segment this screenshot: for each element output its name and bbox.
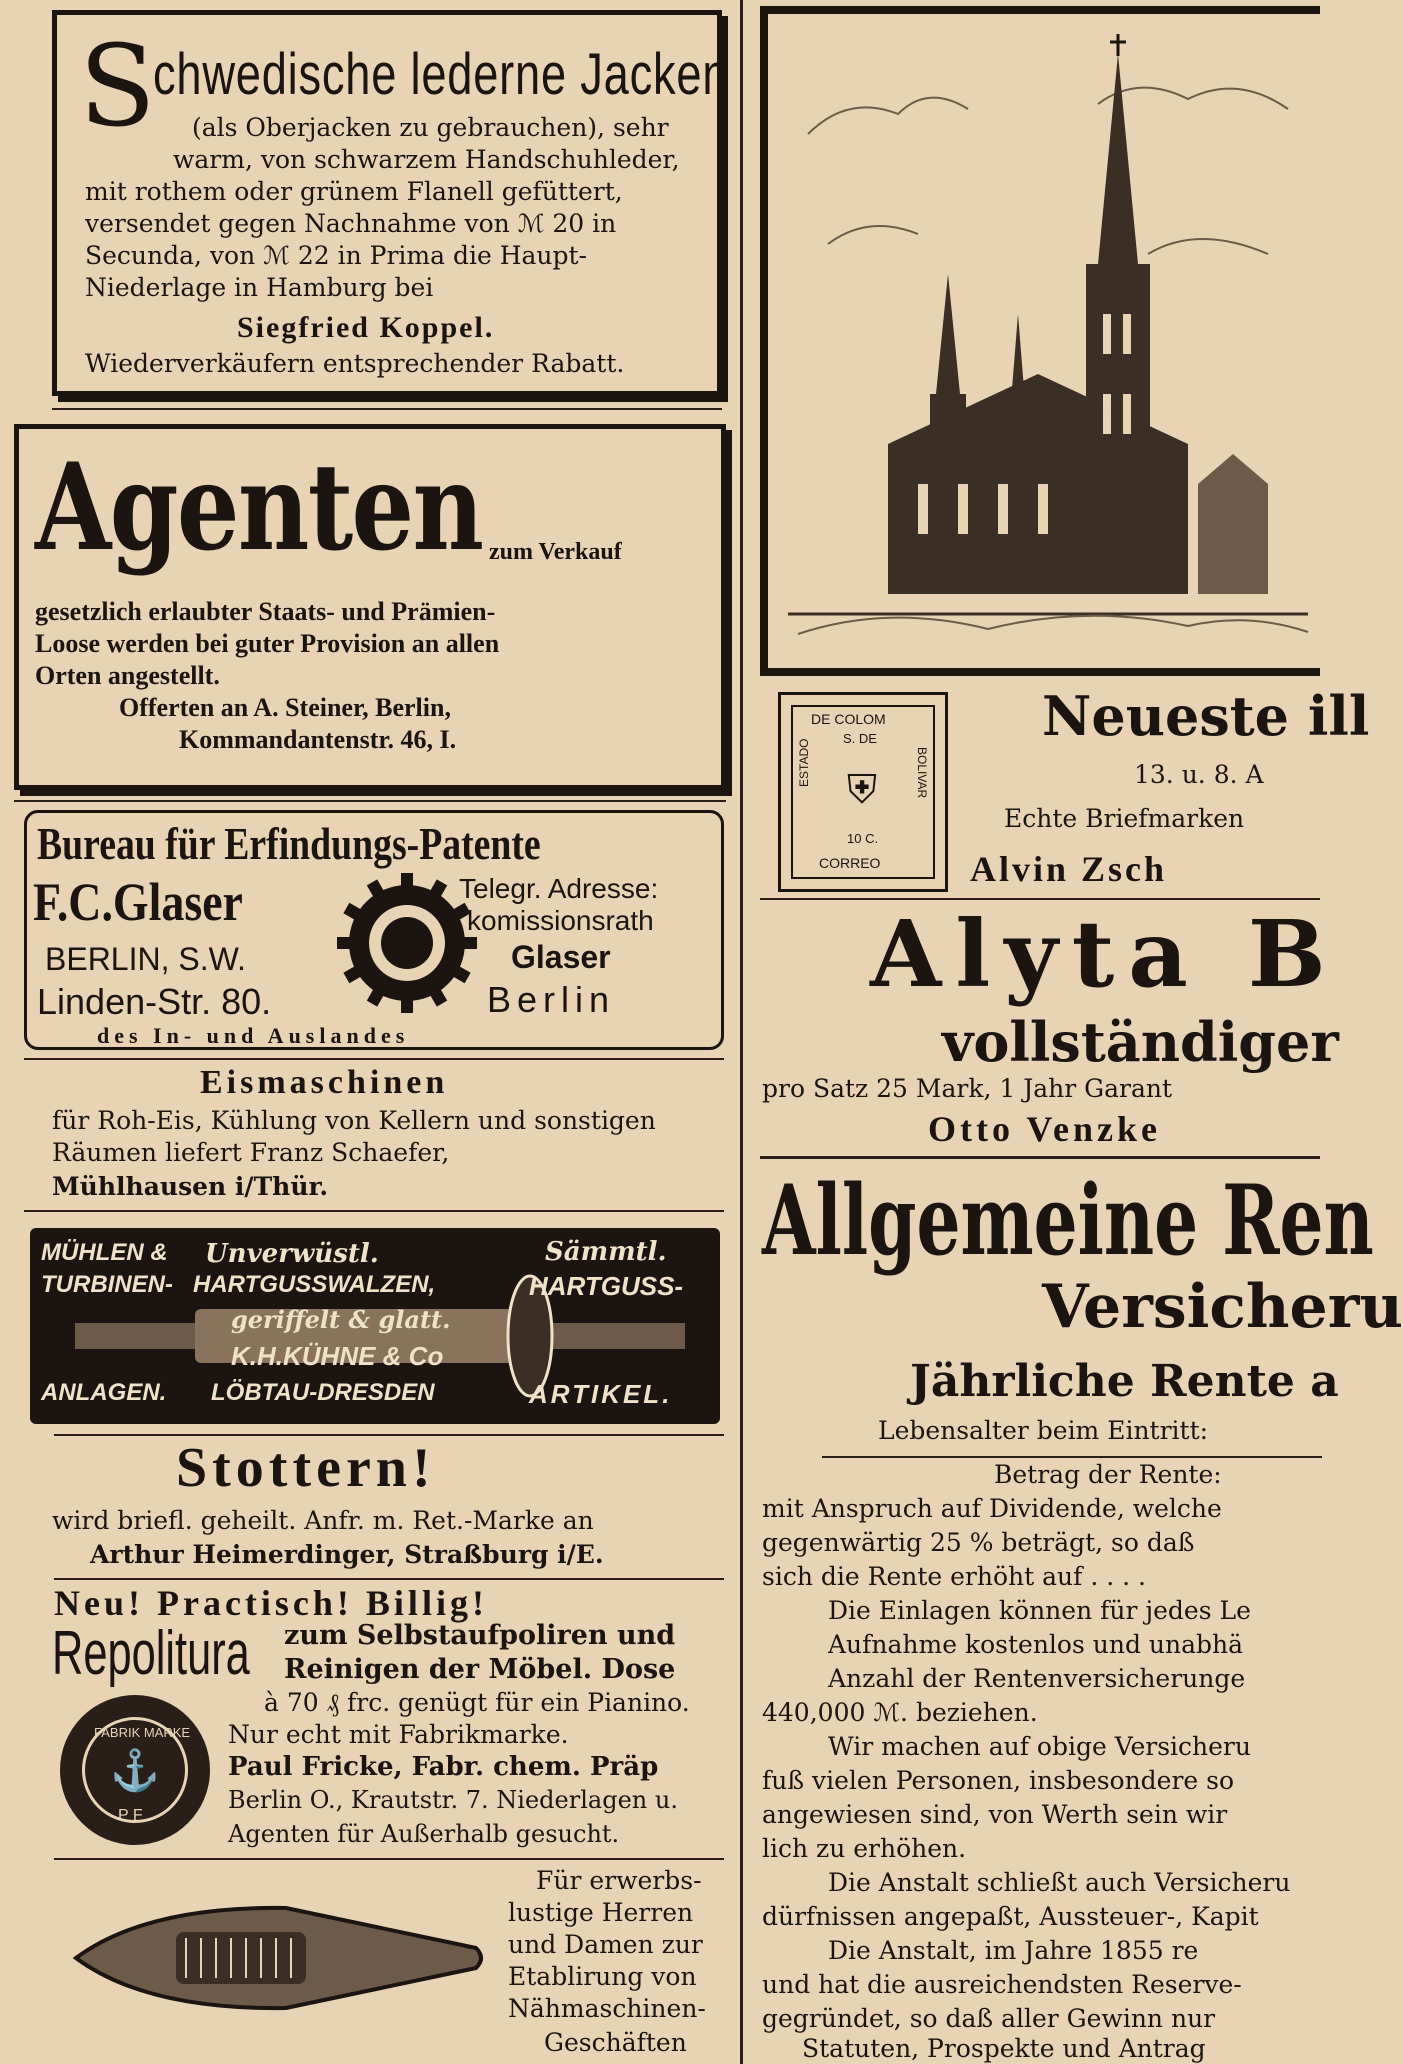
banner-text: Sämmtl. (545, 1237, 667, 1267)
ad-street: Linden-Str. 80. (37, 981, 272, 1022)
ad-schwedische-jacken (52, 10, 729, 396)
divider (760, 1156, 1320, 1159)
ad-telegr-text: komissionsrath (467, 905, 654, 936)
ad-rente-body: 440,000 ℳ. beziehen. (762, 1698, 1038, 1727)
ad-telegr-text: Berlin (487, 979, 616, 1020)
banner-text: MÜHLEN & (41, 1239, 168, 1266)
ad-text-line: Niederlage in Hamburg bei (85, 273, 434, 302)
ad-naeh-line: Für erwerbs- (536, 1866, 702, 1895)
ad-eis-line: Räumen liefert Franz Schaefer, (52, 1138, 450, 1167)
church-engraving (768, 14, 1320, 668)
ad-text-line: Offerten an A. Steiner, Berlin, (119, 693, 451, 722)
ad-rente-body: Aufnahme kostenlos und unabhä (828, 1630, 1244, 1659)
ad-text-line: mit rothem oder grünem Flanell gefüttert, (85, 177, 623, 206)
stamp-text: ESTADO (797, 738, 811, 787)
ad-text-line: warm, von schwarzem Handschuhleder, (173, 145, 680, 174)
ad-rente-body: mit Anspruch auf Dividende, welche (762, 1494, 1222, 1523)
ad-rente-body: Die Anstalt, im Jahre 1855 re (828, 1936, 1199, 1965)
ad-rente-line: Lebensalter beim Eintritt: (878, 1416, 1209, 1445)
ad-footer: Wiederverkäufern entsprechender Rabatt. (85, 349, 625, 378)
banner-text: ANLAGEN. (41, 1379, 167, 1406)
ad-text-line: Orten angestellt. (35, 661, 220, 690)
seal-text: P F (118, 1807, 143, 1824)
ad-eis-line: für Roh-Eis, Kühlung von Kellern und sonstigen (52, 1106, 656, 1135)
right-column (742, 0, 1403, 2064)
ad-repolitura-head: Neu! Practisch! Billig! (54, 1583, 488, 1623)
anchor-icon: ⚓ (110, 1748, 160, 1794)
ad-footer: des In- und Auslandes (97, 1023, 410, 1048)
divider (54, 1578, 724, 1580)
ad-eis-title: Eismaschinen (200, 1064, 449, 1101)
divider (822, 1456, 1322, 1458)
ad-text-line: Kommandantenstr. 46, I. (179, 725, 457, 754)
ad-company-name: F.C.Glaser (33, 872, 243, 932)
banner-text: HARTGUSS- (529, 1271, 684, 1301)
ad-rente-body: sich die Rente erhöht auf . . . . (762, 1562, 1146, 1591)
ad-rente-body: Anzahl der Rentenversicherunge (828, 1664, 1246, 1693)
ad-subhead: zum Verkauf (489, 539, 622, 565)
ad-repolitura-line: Reinigen der Möbel. Dose (284, 1654, 676, 1685)
ad-naeh-line: und Damen zur (508, 1930, 703, 1959)
ad-naeh-line: Etablirung von (508, 1962, 697, 1991)
ad-alyta-title: Alyta B (870, 900, 1340, 1008)
ad-text-line: gesetzlich erlaubter Staats- und Prämien- (35, 597, 496, 626)
banner-text: ARTIKEL. (529, 1379, 673, 1409)
ad-rente-body: dürfnissen angepaßt, Aussteuer-, Kapit (762, 1902, 1259, 1931)
ad-title: Bureau für Erfindungs-Patente (37, 818, 541, 869)
stamp-text: 10 C. (847, 831, 879, 846)
ad-neueste-title: Neueste ill (1042, 684, 1370, 748)
stamp-text: DE COLOM (811, 711, 886, 727)
ad-merchant-name: Siegfried Koppel. (237, 311, 495, 344)
ad-telegr-label: Telegr. Adresse: (459, 873, 659, 904)
banner-text: K.H.KÜHNE & Co (231, 1341, 444, 1371)
ad-repolitura-line: zum Selbstaufpoliren und (284, 1620, 676, 1651)
ad-repolitura-line: à 70 ₰ frc. genügt für ein Pianino. (264, 1688, 690, 1717)
stamp-text: S. DE (843, 731, 877, 746)
ad-rente-body: Wir machen auf obige Versicheru (828, 1732, 1251, 1761)
ad-naeh-line: Geschäften (544, 2028, 687, 2057)
ad-eis-line: Mühlhausen i/Thür. (52, 1172, 329, 1201)
ad-rente-sub: Versicheru (1042, 1272, 1403, 1342)
ad-neueste-merchant: Alvin Zsch (970, 849, 1168, 889)
ad-rente-body: Betrag der Rente: (994, 1460, 1222, 1489)
ad-neueste-line: Echte Briefmarken (1004, 804, 1245, 833)
banner-text: Unverwüstl. (205, 1239, 379, 1269)
banner-text: geriffelt & glatt. (231, 1305, 451, 1334)
ad-alyta-line: pro Satz 25 Mark, 1 Jahr Garant (762, 1074, 1173, 1103)
ad-naeh-line: lustige Herren (508, 1898, 694, 1927)
ad-agenten (14, 424, 726, 790)
divider (24, 1058, 724, 1060)
ad-alyta-merchant: Otto Venzke (928, 1109, 1161, 1149)
stamp-text: BOLIVAR (915, 747, 929, 799)
divider (24, 1210, 724, 1212)
fabrikmarke-seal (60, 1695, 210, 1845)
ad-church-illustration (760, 6, 1320, 676)
ad-stottern-line: Arthur Heimerdinger, Straßburg i/E. (90, 1540, 604, 1569)
ad-repolitura-line: Paul Fricke, Fabr. chem. Präp (228, 1752, 659, 1782)
ad-rente-body: Statuten, Prospekte und Antrag (802, 2034, 1206, 2063)
ad-turbinen-banner (30, 1228, 720, 1424)
stamp-text: CORREO (819, 855, 881, 871)
divider (14, 800, 726, 802)
banner-text: TURBINEN- (41, 1271, 173, 1298)
ad-repolitura-brand: Repolitura (52, 1619, 250, 1688)
shield-icon: ⛨ (847, 767, 877, 813)
ad-repolitura-line: Berlin O., Krautstr. 7. Niederlagen u. (228, 1786, 678, 1814)
ad-stottern-line: wird briefl. geheilt. Anfr. m. Ret.-Marke an (52, 1506, 594, 1535)
ad-repolitura-line: Nur echt mit Fabrikmarke. (228, 1720, 569, 1749)
banner-text: LÖBTAU-DRESDEN (211, 1379, 435, 1406)
ad-repolitura-line: Agenten für Außerhalb gesucht. (228, 1820, 620, 1848)
ad-text-line: Loose werden bei guter Provision an allen (35, 629, 500, 658)
ad-rente-body: lich zu erhöhen. (762, 1834, 967, 1863)
ad-headline: Agenten (35, 437, 483, 578)
ad-rente-body: Die Einlagen können für jedes Le (828, 1596, 1251, 1625)
divider (54, 1858, 724, 1860)
ad-rente-body: Die Anstalt schließt auch Versicheru (828, 1868, 1291, 1897)
seal-text: FABRIK MARKE (94, 1725, 191, 1740)
divider (52, 408, 722, 410)
ad-naeh-line: Nähmaschinen- (508, 1994, 706, 2023)
ad-neueste-line: 13. u. 8. A (1134, 760, 1264, 789)
ad-rente-body: gegründet, so daß aller Gewinn nur (762, 2004, 1216, 2033)
ad-city: BERLIN, S.W. (45, 941, 246, 977)
gear-icon (337, 873, 477, 1013)
shuttle-illustration (66, 1888, 486, 2028)
banner-text: HARTGUSSWALZEN, (193, 1271, 436, 1298)
ad-initial-letter: S (79, 22, 156, 152)
ad-telegr-text: Glaser (511, 939, 611, 975)
ad-rente-title: Allgemeine Ren (762, 1164, 1374, 1277)
ad-text-line: versendet gegen Nachnahme von ℳ 20 in (85, 209, 617, 238)
stamp-illustration (778, 692, 948, 892)
ad-stottern-title: Stottern! (176, 1437, 436, 1499)
ad-text-line: (als Oberjacken zu gebrauchen), sehr (192, 113, 669, 142)
ad-rente-head: Jährliche Rente a (910, 1356, 1339, 1407)
ad-rente-body: fuß vielen Personen, insbesondere so (762, 1766, 1235, 1795)
ad-rente-body: und hat die ausreichendsten Reserve- (762, 1970, 1242, 1999)
ad-text-line: Secunda, von ℳ 22 in Prima die Haupt- (85, 241, 588, 270)
ad-title: chwedische lederne Jacken (153, 42, 729, 107)
ad-rente-body: angewiesen sind, von Werth sein wir (762, 1800, 1228, 1829)
ad-alyta-sub: vollständiger (942, 1010, 1339, 1074)
ad-rente-body: gegenwärtig 25 % beträgt, so daß (762, 1528, 1195, 1557)
ad-patent-bureau (24, 810, 724, 1050)
